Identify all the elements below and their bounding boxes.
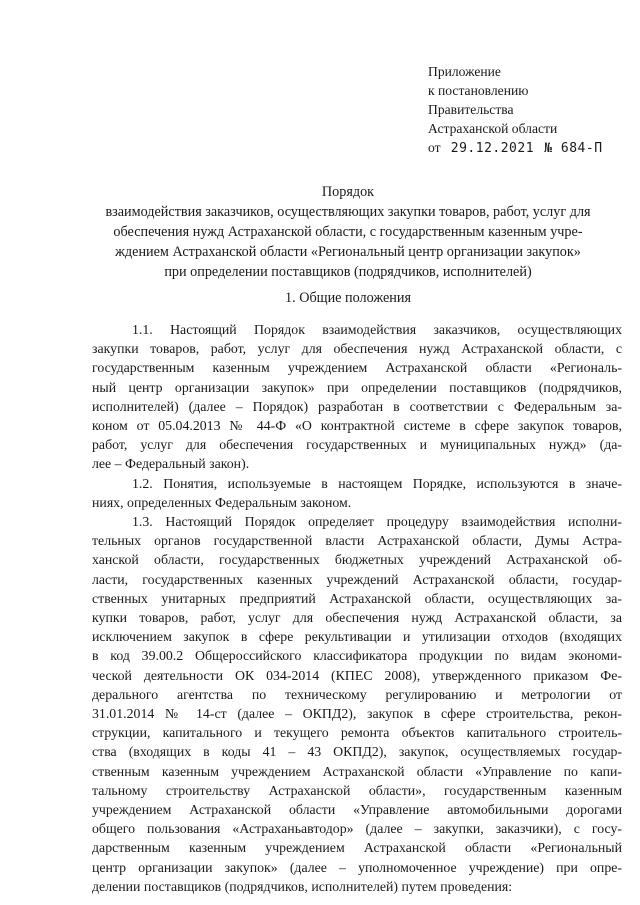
appendix-line: Приложение [428,64,501,79]
appendix-line: к постановлению [428,83,529,98]
decree-date: 29.12.2021 [450,141,535,156]
date-prefix: от [428,140,441,155]
title-line: при определении поставщиков (подрядчиков, исполнителей) [164,264,532,280]
text-line: 1.3. Настоящий Порядок определяет процедуру взаимодействия исполни- [132,514,622,530]
text-line: тальному строительству Астраханской области», государственным казенным [92,782,622,798]
text-line: центр организации закупок» (далее – уполномоченное учреждение) при опре- [92,859,622,875]
text-line: тельных органов государственной власти Астраханской области, Думы Астра- [92,533,622,549]
paragraph-1-3 [92,512,622,896]
text-line: ханской области, государственных бюджетных учреждений Астраханской об- [92,552,622,568]
text-line: делении поставщиков (подрядчиков, исполнителей) путем проведения: [92,878,513,894]
title-line: обеспечения нужд Астраханской области, с государственным казенным учре- [113,224,583,240]
decree-number: № 684-П [544,141,603,156]
appendix-date-line [428,138,603,158]
text-line: общего пользования «Астраханьавтодор» (далее – закупки, заказчики), с госу- [92,821,622,837]
title-line: ждением Астраханской области «Региональный центр организации закупок» [115,244,581,260]
text-line: ственным казенным учреждением Астраханской области «Управление по капи- [92,763,622,779]
text-line: ства (входящих в коды 41 – 43 ОКПД2), закупок, осуществляемых государ- [92,744,622,760]
appendix-block [428,62,603,158]
text-line: исполнителей) (далее – Порядок) разработан в соответствии с Федеральным за- [92,398,622,414]
text-line: ласти, государственных казенных учреждений Астраханской области, государ- [92,571,622,587]
text-line: ческой деятельности ОК 034-2014 (КПЕС 2008), утвержденного приказом Фе- [92,667,622,683]
document-title [70,182,626,282]
appendix-line: Правительства [428,102,514,117]
text-line: 31.01.2014 № 14-ст (далее – ОКПД2), закупок в сфере строительства, рекон- [92,706,622,722]
text-line: 1.1. Настоящий Порядок взаимодействия заказчиков, осуществляющих [132,322,622,337]
section-title: 1. Общие положения [285,290,411,306]
title-line: взаимодействия заказчиков, осуществляющих закупки товаров, работ, услуг для [105,204,591,220]
text-line: государственным казенным учреждением Астраханской области «Региональ- [92,360,622,376]
paragraph-1-1 [92,320,622,474]
text-line: исключением закупок в сфере рекультивации и утилизации отходов (входящих [92,629,622,645]
text-line: закупки товаров, работ, услуг для обеспечения нужд Астраханской области, с [92,341,622,357]
text-line: ственных унитарных предприятий Астраханской области, осуществляющих за- [92,590,622,606]
text-line: лее – Федеральный закон). [92,456,250,472]
text-line: струкции, капитального и текущего ремонта объектов капитального строитель- [92,725,622,741]
text-line: дарственным казенным учреждением Астраханской области «Региональный [92,840,622,856]
title-heading: Порядок [321,184,375,200]
paragraph-1-2 [92,474,622,512]
text-line: коном от 05.04.2013 № 44-Ф «О контрактной системе в сфере закупок товаров, [92,418,622,434]
text-line: 1.2. Понятия, используемые в настоящем Порядке, используются в значе- [132,475,622,491]
text-line: работ, услуг для обеспечения государственных и муниципальных нужд» (да- [92,437,622,453]
appendix-line: Астраханской области [428,121,558,136]
text-line: ный центр организации закупок» при определении поставщиков (подрядчиков, [92,379,622,395]
text-line: дерального агентства по техническому регулированию и метрологии от [92,686,622,702]
text-line: ниях, определенных Федеральным законом. [92,494,352,510]
text-line: в код 39.00.2 Общероссийского классификатора продукции по видам экономи- [92,648,622,664]
text-line: купки товаров, работ, услуг для обеспечения нужд Астраханской области, за [92,610,622,626]
document-body [92,320,622,896]
text-line: учреждением Астраханской области «Управление автомобильными дорогами [92,802,622,818]
